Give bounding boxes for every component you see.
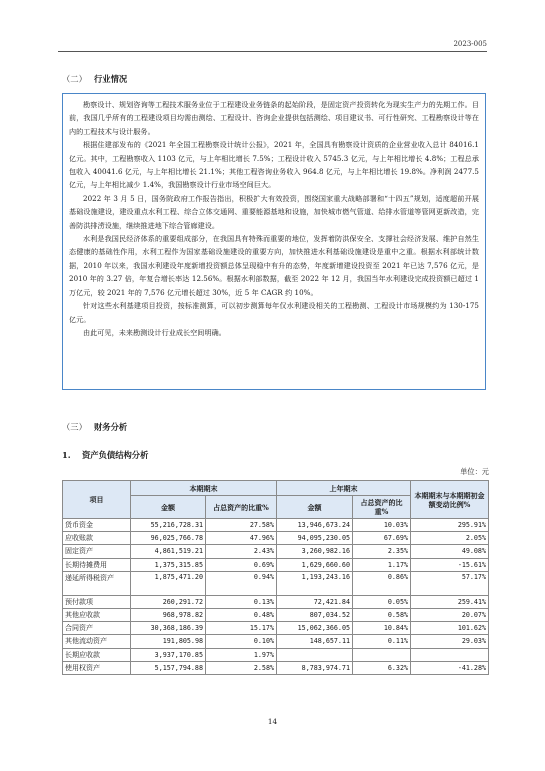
row-prior-ratio: 0.58%: [353, 608, 411, 621]
row-change: 29.03%: [411, 635, 489, 648]
unit-label: 单位：元: [460, 467, 489, 476]
row-prior-ratio: 10.84%: [353, 622, 411, 635]
header-prior-ratio: 占总资产的比重%: [353, 496, 411, 519]
row-current-ratio: 0.13%: [206, 595, 277, 608]
row-prior-ratio: 0.11%: [353, 635, 411, 648]
row-change: 2.05%: [411, 532, 489, 545]
row-prior-ratio: 0.86%: [353, 571, 411, 595]
table-row: [63, 648, 489, 661]
section-finance-number: （三）: [62, 422, 87, 432]
row-prior-amount: 3,260,982.16: [277, 545, 353, 558]
row-current-ratio: 0.94%: [206, 571, 277, 595]
header-prior-amount: 金额: [277, 496, 353, 519]
row-current-amount: 191,805.98: [131, 635, 206, 648]
header-change-ratio: 本期期末与本期期初金额变动比例%: [411, 481, 489, 519]
row-prior-amount: 15,062,366.05: [277, 622, 353, 635]
table-row: [63, 608, 489, 621]
industry-paragraph-4: 水利是我国民经济体系的重要组成部分，在我国具有特殊而重要的地位，发挥着防洪保安全、支撑社会经济发展、维护自然生态健康的基础性作用，水利工程作为国家基础设施建设的重要方向，加快推进水利基础设施建设是重中之重。根据水利部统计数据，2010 年以来，我国水利建设年度新增投资额总体呈现稳中有升的态势，年度新增建设投资至 2021 年已达 7,576 亿元，是 2010 年的 3.27 倍，年复合增长率达 12.56%。根据水利部数据，截至 2022 年 12 月，我国当年水利建设完成投资额已超过 1 万亿元，较 2021 年的 7,576 亿元增长超过 30%，近 5 年 CAGR 约 10%。: [69, 234, 479, 297]
row-change: [411, 648, 489, 661]
document-code: 2023-005: [453, 40, 487, 48]
row-current-ratio: 0.48%: [206, 608, 277, 621]
row-current-amount: 30,368,186.39: [131, 622, 206, 635]
row-prior-ratio: 1.17%: [353, 558, 411, 571]
row-change: -41.28%: [411, 661, 489, 674]
row-item: 合同资产: [63, 622, 131, 635]
row-prior-amount: 807,034.52: [277, 608, 353, 621]
row-item: 长期待摊费用: [63, 558, 131, 571]
row-prior-ratio: 2.35%: [353, 545, 411, 558]
row-current-ratio: 47.96%: [206, 532, 277, 545]
table-row: [63, 532, 489, 545]
row-prior-ratio: 6.32%: [353, 661, 411, 674]
table-row: [63, 635, 489, 648]
section-industry-number: （二）: [62, 74, 87, 84]
header-current-ratio: 占总资产的比重%: [206, 496, 277, 519]
row-prior-ratio: [353, 648, 411, 661]
row-current-amount: 55,216,728.31: [131, 519, 206, 532]
row-item: 其他应收款: [63, 608, 131, 621]
page-number: 14: [267, 717, 278, 726]
row-change: 20.07%: [411, 608, 489, 621]
industry-paragraph-3: 2022 年 3 月 5 日，国务院政府工作报告指出，积极扩大有效投资，围绕国家重大战略部署和“十四五”规划，适度超前开展基础设施建设，建设重点水利工程、综合立体交通网、重要能源基地和设施，加快城市燃气管道、给排水管道等管网更新改造，完善防洪排涝设施，继续推进地下综合管廊建设。: [69, 193, 479, 230]
row-change: 57.17%: [411, 571, 489, 595]
row-prior-amount: 94,095,230.05: [277, 532, 353, 545]
row-current-ratio: 2.43%: [206, 545, 277, 558]
table-row: [63, 622, 489, 635]
row-prior-amount: [277, 648, 353, 661]
row-change: 295.91%: [411, 519, 489, 532]
section-finance-title: 财务分析: [94, 422, 128, 432]
row-prior-amount: 8,783,974.71: [277, 661, 353, 674]
header-prior-period: 上年期末: [277, 481, 411, 496]
row-current-ratio: 15.17%: [206, 622, 277, 635]
row-current-ratio: 0.69%: [206, 558, 277, 571]
row-change: -15.61%: [411, 558, 489, 571]
industry-text-box: [62, 93, 486, 390]
row-current-ratio: 2.58%: [206, 661, 277, 674]
table-row: [63, 558, 489, 571]
row-prior-ratio: 0.05%: [353, 595, 411, 608]
subsection-heading: [62, 449, 148, 461]
section-finance-heading: [62, 421, 127, 433]
row-item: 长期应收款: [63, 648, 131, 661]
row-item: 预付款项: [63, 595, 131, 608]
row-prior-ratio: 67.69%: [353, 532, 411, 545]
header-current-amount: 金额: [131, 496, 206, 519]
row-item: 固定资产: [63, 545, 131, 558]
row-change: 259.41%: [411, 595, 489, 608]
row-prior-amount: 13,946,673.24: [277, 519, 353, 532]
table-row: [63, 661, 489, 674]
row-item: 使用权资产: [63, 661, 131, 674]
industry-paragraph-2: 根据住建部发布的《2021 年全国工程勘察设计统计公报》，2021 年，全国具有勘察设计资质的企业营业收入总计 84016.1 亿元。其中，工程勘察收入 1103 亿元，与上年相比增长 7.5%；工程设计收入 5745.3 亿元，与上年相比增长 4.8%；工程总承包收入 40041.6 亿元，与上年相比增长 21.1%；其他工程咨询业务收入 964.8 亿元，与上年相比增长 19.8%。净利润 2477.5 亿元，与上年相比减少 1.4%，我国勘察设计行业市场空间巨大。: [69, 140, 479, 190]
row-current-amount: 260,291.72: [131, 595, 206, 608]
row-current-amount: 1,875,471.20: [131, 571, 206, 595]
row-prior-ratio: 10.03%: [353, 519, 411, 532]
row-current-ratio: 1.97%: [206, 648, 277, 661]
row-item: 其他流动资产: [63, 635, 131, 648]
table-row: [63, 545, 489, 558]
row-current-amount: 4,861,519.21: [131, 545, 206, 558]
table-row: [63, 595, 489, 608]
header-item: 项目: [63, 481, 131, 519]
row-change: 101.62%: [411, 622, 489, 635]
row-item: 递延所得税资产: [63, 571, 131, 595]
header-current-period: 本期期末: [131, 481, 277, 496]
subsection-title: 资产负债结构分析: [82, 450, 149, 460]
row-current-amount: 5,157,794.88: [131, 661, 206, 674]
row-item: 货币资金: [63, 519, 131, 532]
row-prior-amount: 1,629,660.60: [277, 558, 353, 571]
header-rule: [58, 51, 487, 52]
row-current-amount: 1,375,315.85: [131, 558, 206, 571]
table-row: [63, 519, 489, 532]
industry-paragraph-6: 由此可见，未来勘测设计行业成长空间明确。: [83, 327, 226, 337]
row-current-amount: 3,937,170.85: [131, 648, 206, 661]
row-change: 49.08%: [411, 545, 489, 558]
row-current-ratio: 0.10%: [206, 635, 277, 648]
row-current-amount: 96,025,766.78: [131, 532, 206, 545]
row-prior-amount: 148,657.11: [277, 635, 353, 648]
subsection-number: 1.: [62, 450, 71, 460]
row-current-amount: 968,978.82: [131, 608, 206, 621]
section-industry-title: 行业情况: [94, 74, 128, 84]
industry-paragraph-5: 针对这些水利基建项目投资，按标准测算，可以初步测算每年仅水利建设相关的工程勘测、工程设计市场规模约为 130-175 亿元。: [69, 301, 479, 324]
row-prior-amount: 1,193,243.16: [277, 571, 353, 595]
row-item: 应收账款: [63, 532, 131, 545]
section-industry-heading: [62, 73, 127, 85]
balance-sheet-table: [62, 480, 489, 675]
row-current-ratio: 27.58%: [206, 519, 277, 532]
table-row: [63, 571, 489, 595]
industry-paragraph-1: 勘察设计、规划咨询等工程技术服务业位于工程建设业务链条的起始阶段，是固定资产投资转化为现实生产力的先期工作。目前，我国几乎所有的工程建设项目均需由测绘、工程设计、咨询企业提供包括测绘、项目建议书、可行性研究、工程勘察设计等在内的工程技术与设计服务。: [69, 100, 479, 136]
row-prior-amount: 72,421.84: [277, 595, 353, 608]
